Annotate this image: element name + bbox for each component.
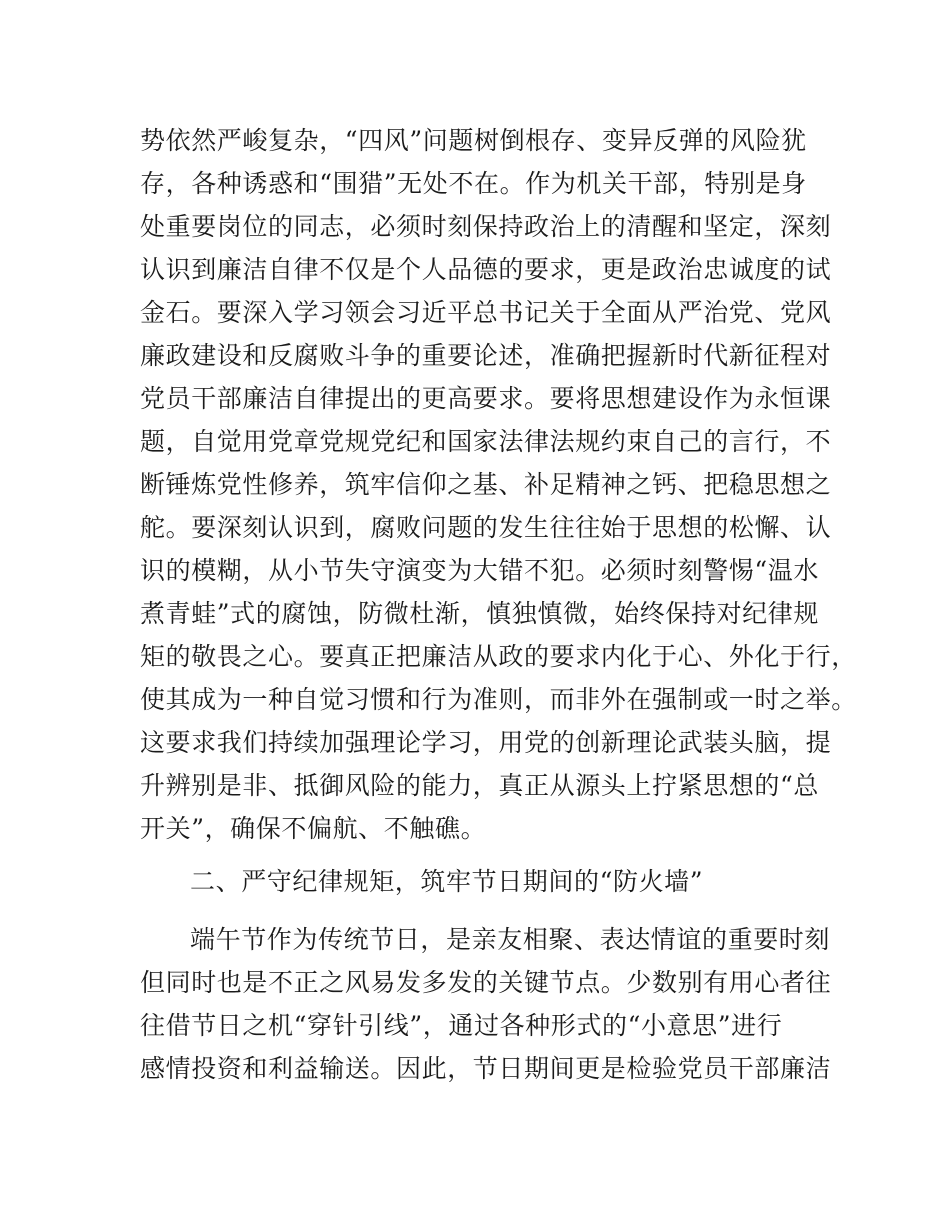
paragraph-line: 但同时也是不正之风易发多发的关键节点。少数别有用心者往 [140,968,832,997]
paragraph-line: 断锤炼党性修养，筑牢信仰之基、补足精神之钙、把稳思想之 [140,470,832,499]
paragraph-line: 存，各种诱惑和“围猎”无处不在。作为机关干部，特别是身 [140,169,807,198]
paragraph-line: 处重要岗位的同志，必须时刻保持政治上的清醒和坚定，深刻 [140,212,832,241]
paragraph-line: 题，自觉用党章党规党纪和国家法律法规约束自己的言行，不 [140,427,832,456]
paragraph-line: 煮青蛙”式的腐蚀，防微杜渐，慎独慎微，始终保持对纪律规 [140,599,819,628]
paragraph-line: 党员干部廉洁自律提出的更高要求。要将思想建设作为永恒课 [140,384,832,413]
paragraph-line: 开关”，确保不偏航、不触礁。 [140,814,487,843]
paragraph-line: 往借节日之机“穿针引线”，通过各种形式的“小意思”进行 [140,1011,783,1040]
paragraph-line: 端午节作为传统节日，是亲友相聚、表达情谊的重要时刻 [190,925,831,954]
section-heading: 二、严守纪律规矩，筑牢节日期间的“防火墙” [190,867,704,896]
paragraph-line: 舵。要深刻认识到，腐败问题的发生往往始于思想的松懈、认 [140,513,832,542]
paragraph-line: 认识到廉洁自律不仅是个人品德的要求，更是政治忠诚度的试 [140,255,832,284]
paragraph-line: 廉政建设和反腐败斗争的重要论述，准确把握新时代新征程对 [140,341,832,370]
paragraph-line: 这要求我们持续加强理论学习，用党的创新理论武装头脑，提 [140,728,832,757]
paragraph-line: 升辨别是非、抵御风险的能力，真正从源头上拧紧思想的“总 [140,771,819,800]
paragraph-line: 矩的敬畏之心。要真正把廉洁从政的要求内化于心、外化于行， [140,642,857,671]
paragraph-line: 识的模糊，从小节失守演变为大错不犯。必须时刻警惕“温水 [140,556,819,585]
paragraph-line: 感情投资和利益输送。因此，节日期间更是检验党员干部廉洁 [140,1054,832,1083]
paragraph-line: 势依然严峻复杂，“四风”问题树倒根存、变异反弹的风险犹 [140,126,807,155]
paragraph-line: 使其成为一种自觉习惯和行为准则，而非外在强制或一时之举。 [140,685,857,714]
paragraph-line: 金石。要深入学习领会习近平总书记关于全面从严治党、党风 [140,298,832,327]
